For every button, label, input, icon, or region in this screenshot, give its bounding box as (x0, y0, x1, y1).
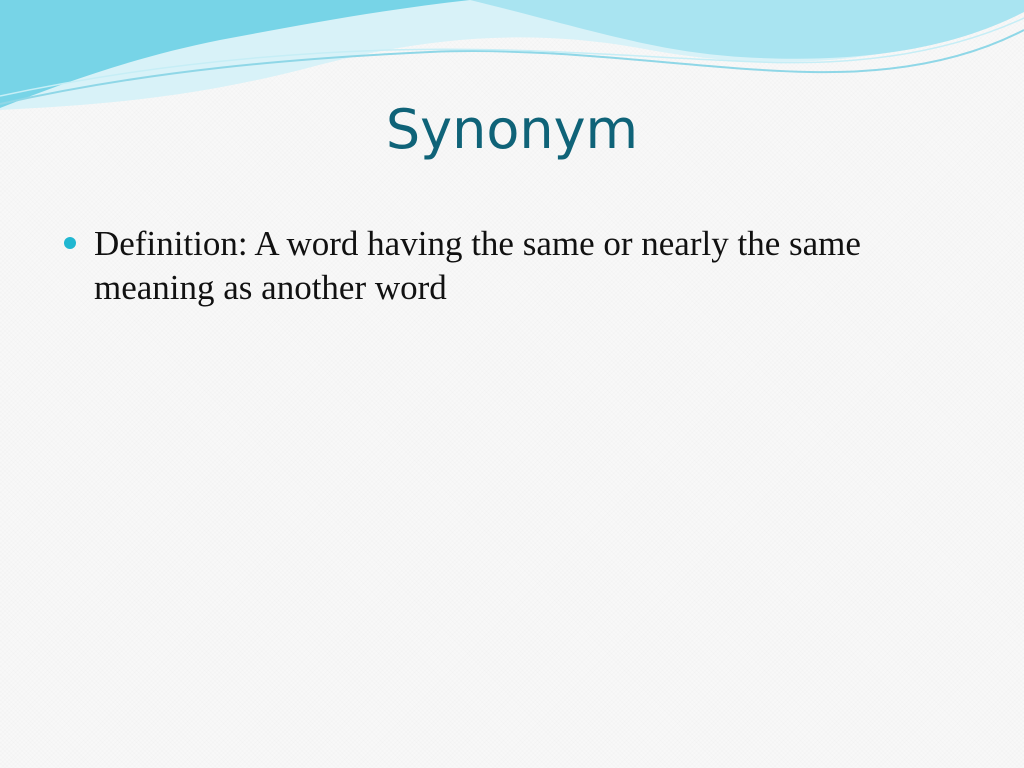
bullet-item (62, 222, 982, 310)
bullet-dot-icon (64, 237, 76, 249)
slide-title: Synonym (385, 98, 639, 161)
bullet-text: Definition: A word having the same or nearly the same meaning as another word (94, 224, 861, 307)
bullet-list (62, 222, 982, 310)
